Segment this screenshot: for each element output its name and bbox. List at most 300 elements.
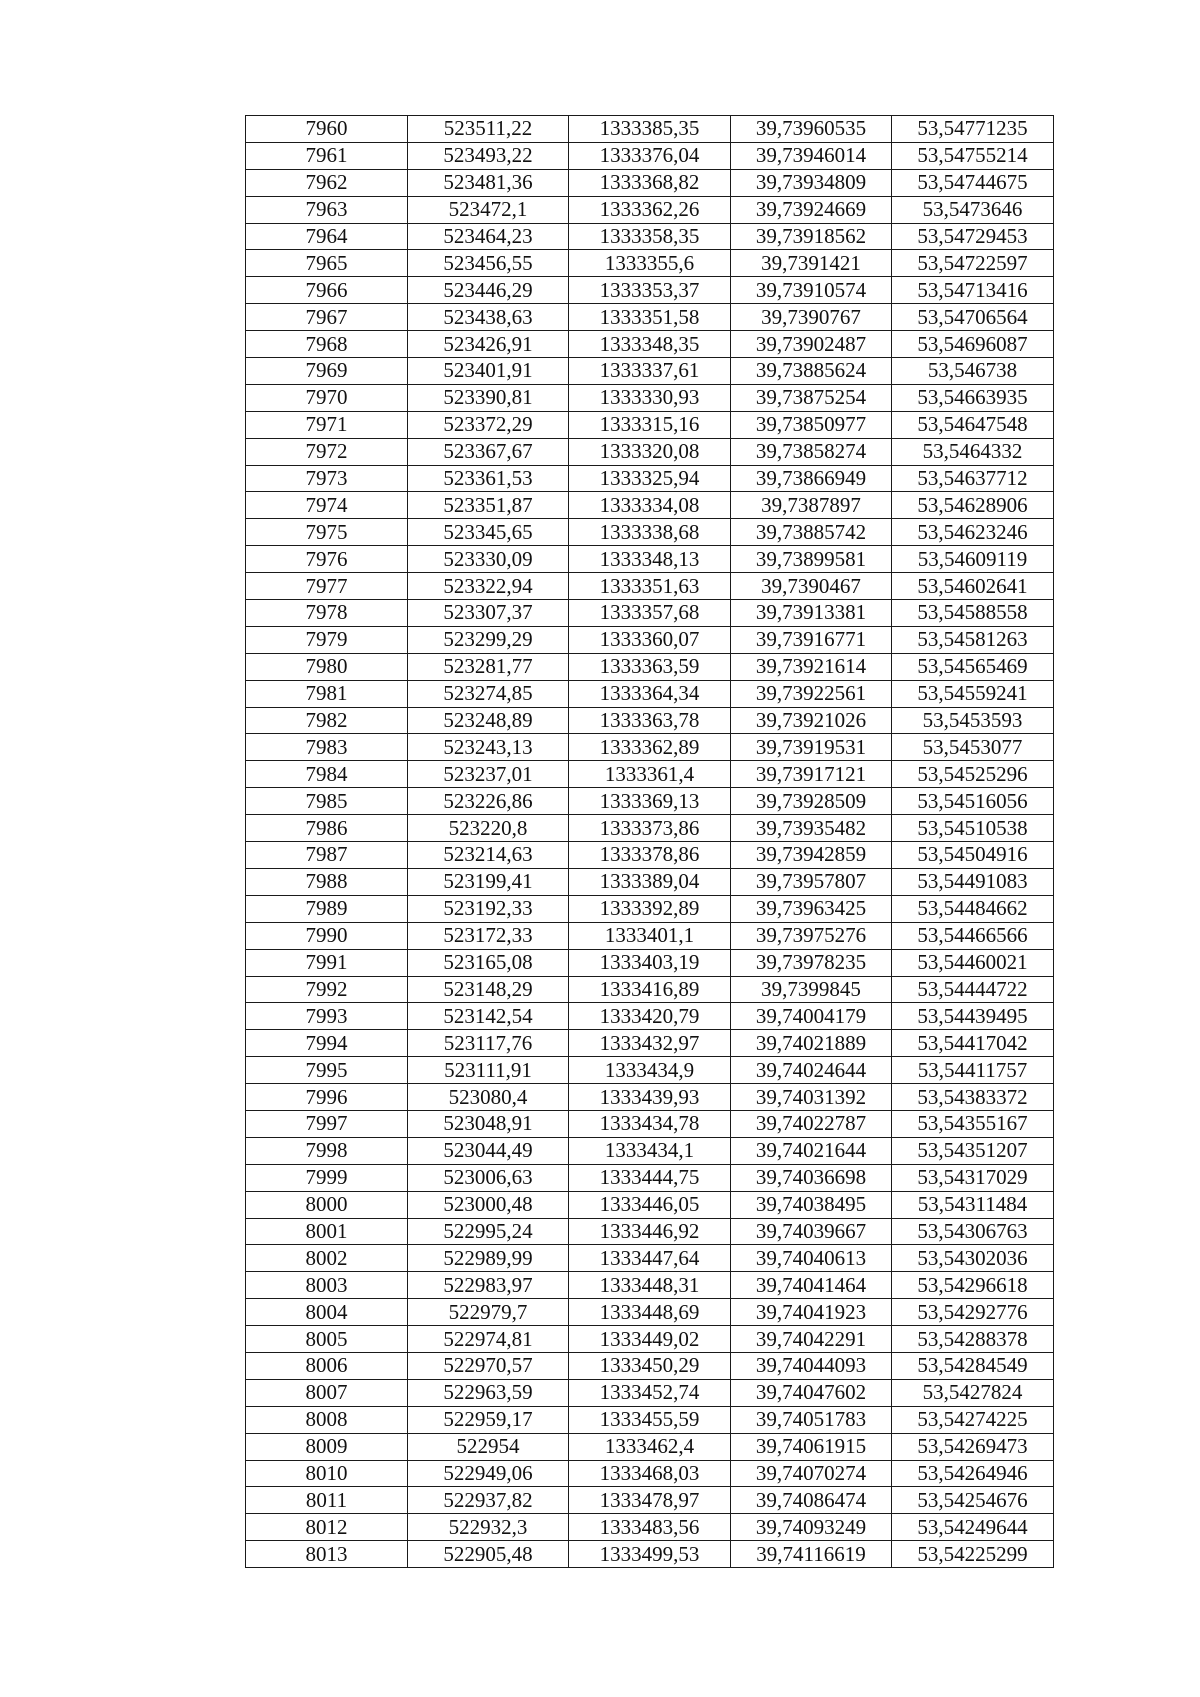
latitude-cell: 53,5427824 [892,1379,1054,1406]
x-coordinate-cell: 523199,41 [408,868,569,895]
y-coordinate-cell: 1333401,1 [569,922,731,949]
x-coordinate-cell: 523226,86 [408,788,569,815]
point-number-cell: 7989 [246,895,408,922]
point-number-cell: 8005 [246,1326,408,1353]
point-number-cell: 7996 [246,1084,408,1111]
x-coordinate-cell: 523438,63 [408,304,569,331]
table-row [246,976,1054,1003]
latitude-cell: 53,54504916 [892,842,1054,869]
table-row [246,573,1054,600]
point-number-cell: 8002 [246,1245,408,1272]
x-coordinate-cell: 523330,09 [408,546,569,573]
latitude-cell: 53,54696087 [892,331,1054,358]
latitude-cell: 53,54466566 [892,922,1054,949]
longitude-cell: 39,7390467 [731,573,892,600]
x-coordinate-cell: 523493,22 [408,142,569,169]
point-number-cell: 7975 [246,519,408,546]
point-number-cell: 7990 [246,922,408,949]
longitude-cell: 39,73885624 [731,358,892,385]
point-number-cell: 8007 [246,1379,408,1406]
y-coordinate-cell: 1333450,29 [569,1352,731,1379]
y-coordinate-cell: 1333478,97 [569,1487,731,1514]
latitude-cell: 53,54559241 [892,680,1054,707]
latitude-cell: 53,54647548 [892,411,1054,438]
table-row [246,384,1054,411]
point-number-cell: 7995 [246,1057,408,1084]
latitude-cell: 53,5473646 [892,196,1054,223]
x-coordinate-cell: 523464,23 [408,223,569,250]
table-row [246,411,1054,438]
longitude-cell: 39,74021644 [731,1137,892,1164]
y-coordinate-cell: 1333468,03 [569,1460,731,1487]
table-row [246,304,1054,331]
point-number-cell: 7976 [246,546,408,573]
latitude-cell: 53,54411757 [892,1057,1054,1084]
table-row [246,142,1054,169]
table-row [246,1352,1054,1379]
y-coordinate-cell: 1333389,04 [569,868,731,895]
table-row [246,1003,1054,1030]
longitude-cell: 39,73963425 [731,895,892,922]
y-coordinate-cell: 1333348,13 [569,546,731,573]
point-number-cell: 7972 [246,438,408,465]
point-number-cell: 8010 [246,1460,408,1487]
y-coordinate-cell: 1333444,75 [569,1164,731,1191]
y-coordinate-cell: 1333449,02 [569,1326,731,1353]
table-row [246,1272,1054,1299]
x-coordinate-cell: 523048,91 [408,1110,569,1137]
longitude-cell: 39,74022787 [731,1110,892,1137]
table-row [246,250,1054,277]
x-coordinate-cell: 523243,13 [408,734,569,761]
latitude-cell: 53,54311484 [892,1191,1054,1218]
latitude-cell: 53,54269473 [892,1433,1054,1460]
table-row [246,1433,1054,1460]
latitude-cell: 53,54264946 [892,1460,1054,1487]
longitude-cell: 39,74024644 [731,1057,892,1084]
y-coordinate-cell: 1333392,89 [569,895,731,922]
x-coordinate-cell: 523281,77 [408,653,569,680]
point-number-cell: 7979 [246,626,408,653]
point-number-cell: 7974 [246,492,408,519]
point-number-cell: 8012 [246,1514,408,1541]
table-row [246,761,1054,788]
table-row [246,600,1054,627]
longitude-cell: 39,73899581 [731,546,892,573]
table-row [246,331,1054,358]
x-coordinate-cell: 523322,94 [408,573,569,600]
y-coordinate-cell: 1333330,93 [569,384,731,411]
longitude-cell: 39,74116619 [731,1541,892,1568]
longitude-cell: 39,74093249 [731,1514,892,1541]
latitude-cell: 53,54355167 [892,1110,1054,1137]
table-row [246,1460,1054,1487]
point-number-cell: 8000 [246,1191,408,1218]
latitude-cell: 53,54460021 [892,949,1054,976]
point-number-cell: 7997 [246,1110,408,1137]
point-number-cell: 7984 [246,761,408,788]
x-coordinate-cell: 523172,33 [408,922,569,949]
y-coordinate-cell: 1333385,35 [569,116,731,143]
longitude-cell: 39,73875254 [731,384,892,411]
longitude-cell: 39,7391421 [731,250,892,277]
longitude-cell: 39,74004179 [731,1003,892,1030]
point-number-cell: 7991 [246,949,408,976]
y-coordinate-cell: 1333446,92 [569,1218,731,1245]
point-number-cell: 7960 [246,116,408,143]
x-coordinate-cell: 523446,29 [408,277,569,304]
table-row [246,358,1054,385]
x-coordinate-cell: 523080,4 [408,1084,569,1111]
table-row [246,1110,1054,1137]
x-coordinate-cell: 523142,54 [408,1003,569,1030]
x-coordinate-cell: 522949,06 [408,1460,569,1487]
latitude-cell: 53,54288378 [892,1326,1054,1353]
y-coordinate-cell: 1333448,31 [569,1272,731,1299]
table-row [246,546,1054,573]
table-row [246,169,1054,196]
y-coordinate-cell: 1333434,78 [569,1110,731,1137]
y-coordinate-cell: 1333378,86 [569,842,731,869]
longitude-cell: 39,74041464 [731,1272,892,1299]
longitude-cell: 39,73928509 [731,788,892,815]
coordinates-table [245,115,1054,1568]
y-coordinate-cell: 1333353,37 [569,277,731,304]
x-coordinate-cell: 523299,29 [408,626,569,653]
y-coordinate-cell: 1333362,89 [569,734,731,761]
x-coordinate-cell: 522983,97 [408,1272,569,1299]
x-coordinate-cell: 523214,63 [408,842,569,869]
latitude-cell: 53,54306763 [892,1218,1054,1245]
table-row [246,1299,1054,1326]
y-coordinate-cell: 1333362,26 [569,196,731,223]
point-number-cell: 7966 [246,277,408,304]
table-row [246,1487,1054,1514]
latitude-cell: 53,54637712 [892,465,1054,492]
y-coordinate-cell: 1333446,05 [569,1191,731,1218]
latitude-cell: 53,54706564 [892,304,1054,331]
table-row [246,1191,1054,1218]
table-row [246,949,1054,976]
latitude-cell: 53,54417042 [892,1030,1054,1057]
latitude-cell: 53,54722597 [892,250,1054,277]
longitude-cell: 39,7390767 [731,304,892,331]
x-coordinate-cell: 523367,67 [408,438,569,465]
longitude-cell: 39,74070274 [731,1460,892,1487]
x-coordinate-cell: 523351,87 [408,492,569,519]
point-number-cell: 7993 [246,1003,408,1030]
y-coordinate-cell: 1333363,59 [569,653,731,680]
longitude-cell: 39,73919531 [731,734,892,761]
x-coordinate-cell: 522932,3 [408,1514,569,1541]
x-coordinate-cell: 523426,91 [408,331,569,358]
longitude-cell: 39,73910574 [731,277,892,304]
point-number-cell: 7970 [246,384,408,411]
x-coordinate-cell: 523472,1 [408,196,569,223]
point-number-cell: 8011 [246,1487,408,1514]
latitude-cell: 53,54439495 [892,1003,1054,1030]
point-number-cell: 7988 [246,868,408,895]
table-row [246,922,1054,949]
longitude-cell: 39,74086474 [731,1487,892,1514]
x-coordinate-cell: 522959,17 [408,1406,569,1433]
x-coordinate-cell: 523372,29 [408,411,569,438]
x-coordinate-cell: 523000,48 [408,1191,569,1218]
table-row [246,1514,1054,1541]
point-number-cell: 7963 [246,196,408,223]
longitude-cell: 39,74021889 [731,1030,892,1057]
y-coordinate-cell: 1333368,82 [569,169,731,196]
y-coordinate-cell: 1333364,34 [569,680,731,707]
table-row [246,116,1054,143]
x-coordinate-cell: 522974,81 [408,1326,569,1353]
x-coordinate-cell: 523456,55 [408,250,569,277]
point-number-cell: 7994 [246,1030,408,1057]
longitude-cell: 39,73921614 [731,653,892,680]
y-coordinate-cell: 1333439,93 [569,1084,731,1111]
table-row [246,1218,1054,1245]
table-row [246,815,1054,842]
point-number-cell: 7971 [246,411,408,438]
x-coordinate-cell: 522905,48 [408,1541,569,1568]
point-number-cell: 8003 [246,1272,408,1299]
latitude-cell: 53,54383372 [892,1084,1054,1111]
y-coordinate-cell: 1333462,4 [569,1433,731,1460]
point-number-cell: 7961 [246,142,408,169]
longitude-cell: 39,73935482 [731,815,892,842]
point-number-cell: 8013 [246,1541,408,1568]
latitude-cell: 53,5453077 [892,734,1054,761]
coordinates-table-body [246,116,1054,1568]
longitude-cell: 39,74038495 [731,1191,892,1218]
point-number-cell: 7969 [246,358,408,385]
longitude-cell: 39,73946014 [731,142,892,169]
x-coordinate-cell: 522970,57 [408,1352,569,1379]
point-number-cell: 7985 [246,788,408,815]
longitude-cell: 39,73922561 [731,680,892,707]
x-coordinate-cell: 523165,08 [408,949,569,976]
x-coordinate-cell: 523117,76 [408,1030,569,1057]
point-number-cell: 7992 [246,976,408,1003]
y-coordinate-cell: 1333373,86 [569,815,731,842]
longitude-cell: 39,73858274 [731,438,892,465]
longitude-cell: 39,74040613 [731,1245,892,1272]
point-number-cell: 8006 [246,1352,408,1379]
table-row [246,1406,1054,1433]
longitude-cell: 39,7387897 [731,492,892,519]
point-number-cell: 7987 [246,842,408,869]
latitude-cell: 53,54491083 [892,868,1054,895]
longitude-cell: 39,73921026 [731,707,892,734]
x-coordinate-cell: 523481,36 [408,169,569,196]
point-number-cell: 7962 [246,169,408,196]
table-row [246,1137,1054,1164]
y-coordinate-cell: 1333334,08 [569,492,731,519]
y-coordinate-cell: 1333325,94 [569,465,731,492]
longitude-cell: 39,73918562 [731,223,892,250]
table-row [246,1030,1054,1057]
latitude-cell: 53,54510538 [892,815,1054,842]
table-row [246,626,1054,653]
latitude-cell: 53,54771235 [892,116,1054,143]
x-coordinate-cell: 523511,22 [408,116,569,143]
latitude-cell: 53,54581263 [892,626,1054,653]
longitude-cell: 39,73913381 [731,600,892,627]
x-coordinate-cell: 522937,82 [408,1487,569,1514]
y-coordinate-cell: 1333416,89 [569,976,731,1003]
x-coordinate-cell: 523401,91 [408,358,569,385]
y-coordinate-cell: 1333455,59 [569,1406,731,1433]
y-coordinate-cell: 1333499,53 [569,1541,731,1568]
point-number-cell: 8009 [246,1433,408,1460]
latitude-cell: 53,54525296 [892,761,1054,788]
table-row [246,1245,1054,1272]
longitude-cell: 39,73934809 [731,169,892,196]
latitude-cell: 53,54628906 [892,492,1054,519]
y-coordinate-cell: 1333432,97 [569,1030,731,1057]
latitude-cell: 53,54317029 [892,1164,1054,1191]
x-coordinate-cell: 523361,53 [408,465,569,492]
y-coordinate-cell: 1333338,68 [569,519,731,546]
x-coordinate-cell: 523345,65 [408,519,569,546]
latitude-cell: 53,54284549 [892,1352,1054,1379]
point-number-cell: 7973 [246,465,408,492]
longitude-cell: 39,73902487 [731,331,892,358]
table-row [246,223,1054,250]
y-coordinate-cell: 1333434,9 [569,1057,731,1084]
x-coordinate-cell: 523237,01 [408,761,569,788]
table-row [246,492,1054,519]
latitude-cell: 53,54249644 [892,1514,1054,1541]
y-coordinate-cell: 1333360,07 [569,626,731,653]
y-coordinate-cell: 1333357,68 [569,600,731,627]
longitude-cell: 39,73917121 [731,761,892,788]
table-row [246,1057,1054,1084]
longitude-cell: 39,74042291 [731,1326,892,1353]
point-number-cell: 8004 [246,1299,408,1326]
point-number-cell: 7999 [246,1164,408,1191]
x-coordinate-cell: 522979,7 [408,1299,569,1326]
x-coordinate-cell: 523307,37 [408,600,569,627]
latitude-cell: 53,5453593 [892,707,1054,734]
y-coordinate-cell: 1333358,35 [569,223,731,250]
y-coordinate-cell: 1333320,08 [569,438,731,465]
table-row [246,196,1054,223]
point-number-cell: 7980 [246,653,408,680]
table-row [246,868,1054,895]
y-coordinate-cell: 1333420,79 [569,1003,731,1030]
table-row [246,680,1054,707]
point-number-cell: 8001 [246,1218,408,1245]
y-coordinate-cell: 1333452,74 [569,1379,731,1406]
table-row [246,707,1054,734]
y-coordinate-cell: 1333369,13 [569,788,731,815]
x-coordinate-cell: 523192,33 [408,895,569,922]
longitude-cell: 39,74036698 [731,1164,892,1191]
x-coordinate-cell: 523248,89 [408,707,569,734]
longitude-cell: 39,73975276 [731,922,892,949]
y-coordinate-cell: 1333403,19 [569,949,731,976]
longitude-cell: 39,73924669 [731,196,892,223]
y-coordinate-cell: 1333361,4 [569,761,731,788]
x-coordinate-cell: 522954 [408,1433,569,1460]
y-coordinate-cell: 1333434,1 [569,1137,731,1164]
x-coordinate-cell: 523274,85 [408,680,569,707]
latitude-cell: 53,5464332 [892,438,1054,465]
latitude-cell: 53,54729453 [892,223,1054,250]
point-number-cell: 8008 [246,1406,408,1433]
table-row [246,438,1054,465]
longitude-cell: 39,73885742 [731,519,892,546]
x-coordinate-cell: 523006,63 [408,1164,569,1191]
table-row [246,1541,1054,1568]
latitude-cell: 53,54225299 [892,1541,1054,1568]
x-coordinate-cell: 522995,24 [408,1218,569,1245]
table-row [246,653,1054,680]
latitude-cell: 53,54609119 [892,546,1054,573]
latitude-cell: 53,54292776 [892,1299,1054,1326]
x-coordinate-cell: 523111,91 [408,1057,569,1084]
latitude-cell: 53,54663935 [892,384,1054,411]
x-coordinate-cell: 523148,29 [408,976,569,1003]
table-row [246,1164,1054,1191]
y-coordinate-cell: 1333448,69 [569,1299,731,1326]
point-number-cell: 7977 [246,573,408,600]
y-coordinate-cell: 1333447,64 [569,1245,731,1272]
y-coordinate-cell: 1333351,63 [569,573,731,600]
longitude-cell: 39,73942859 [731,842,892,869]
table-row [246,734,1054,761]
latitude-cell: 53,54444722 [892,976,1054,1003]
longitude-cell: 39,73957807 [731,868,892,895]
table-row [246,277,1054,304]
y-coordinate-cell: 1333351,58 [569,304,731,331]
latitude-cell: 53,54588558 [892,600,1054,627]
point-number-cell: 7964 [246,223,408,250]
point-number-cell: 7981 [246,680,408,707]
longitude-cell: 39,74061915 [731,1433,892,1460]
x-coordinate-cell: 522963,59 [408,1379,569,1406]
y-coordinate-cell: 1333337,61 [569,358,731,385]
y-coordinate-cell: 1333483,56 [569,1514,731,1541]
longitude-cell: 39,74047602 [731,1379,892,1406]
table-row [246,842,1054,869]
x-coordinate-cell: 523390,81 [408,384,569,411]
latitude-cell: 53,54254676 [892,1487,1054,1514]
point-number-cell: 7983 [246,734,408,761]
longitude-cell: 39,7399845 [731,976,892,1003]
latitude-cell: 53,54755214 [892,142,1054,169]
x-coordinate-cell: 523044,49 [408,1137,569,1164]
y-coordinate-cell: 1333348,35 [569,331,731,358]
longitude-cell: 39,73978235 [731,949,892,976]
latitude-cell: 53,54302036 [892,1245,1054,1272]
y-coordinate-cell: 1333376,04 [569,142,731,169]
latitude-cell: 53,54296618 [892,1272,1054,1299]
longitude-cell: 39,74039667 [731,1218,892,1245]
y-coordinate-cell: 1333363,78 [569,707,731,734]
point-number-cell: 7986 [246,815,408,842]
latitude-cell: 53,546738 [892,358,1054,385]
table-row [246,465,1054,492]
table-row [246,1379,1054,1406]
table-row [246,788,1054,815]
longitude-cell: 39,74031392 [731,1084,892,1111]
x-coordinate-cell: 522989,99 [408,1245,569,1272]
latitude-cell: 53,54274225 [892,1406,1054,1433]
longitude-cell: 39,73850977 [731,411,892,438]
point-number-cell: 7982 [246,707,408,734]
